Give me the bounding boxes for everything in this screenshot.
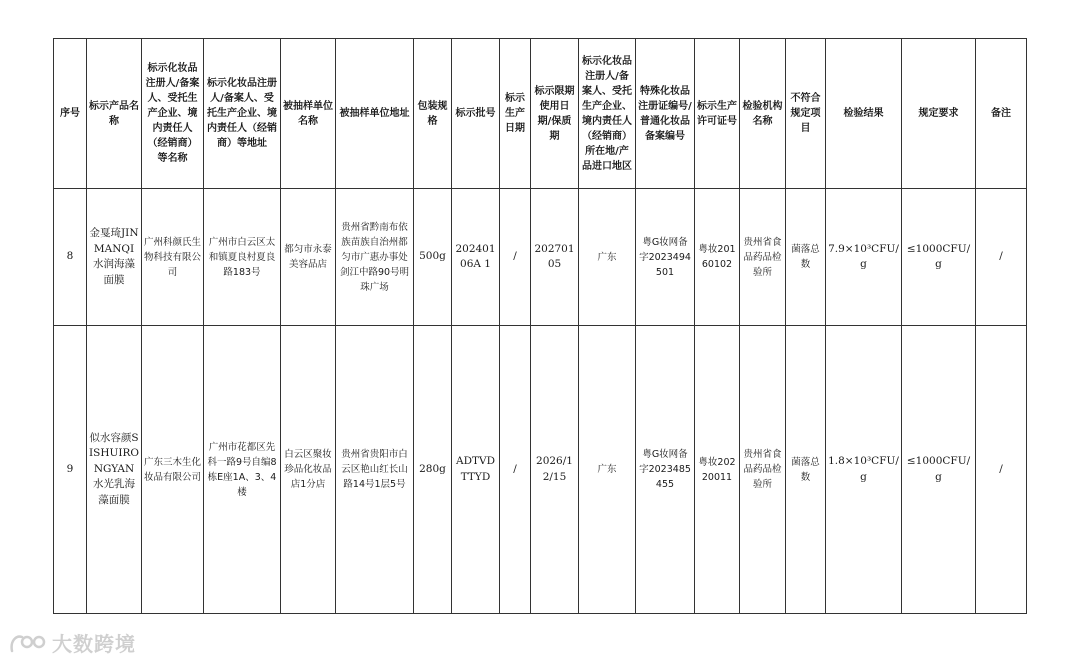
cell-batch: ADTVD TTYD: [452, 326, 500, 614]
header-license: 标示生产许可证号: [695, 39, 740, 189]
cell-product: 似水容颜SISHUIRONGYAN水光乳海藻面膜: [87, 326, 142, 614]
header-prod-date: 标示生产日期: [500, 39, 531, 189]
cell-no: 9: [54, 326, 87, 614]
cell-prod-date: /: [500, 326, 531, 614]
brand-logo-icon: [8, 631, 48, 655]
cell-item: 菌落总数: [786, 326, 826, 614]
header-requirement: 规定要求: [902, 39, 976, 189]
cell-company: 广州科颜氏生物科技有限公司: [142, 189, 204, 326]
header-product: 标示产品名称: [87, 39, 142, 189]
cell-batch: 202401 06A 1: [452, 189, 500, 326]
cell-sampled-addr: 贵州省贵阳市白云区艳山红长山路14号1层5号: [336, 326, 414, 614]
cell-item: 菌落总数: [786, 189, 826, 326]
cell-record-no: 粤G妆网备字2023494501: [636, 189, 695, 326]
cell-company: 广东三木生化妆品有限公司: [142, 326, 204, 614]
cell-note: /: [976, 326, 1027, 614]
header-sampled-addr: 被抽样单位地址: [336, 39, 414, 189]
header-company: 标示化妆品注册人/备案人、受托生产企业、境内责任人（经销商）等名称: [142, 39, 204, 189]
header-lab: 检验机构名称: [740, 39, 786, 189]
cell-expiry: 202701 05: [531, 189, 579, 326]
header-no: 序号: [54, 39, 87, 189]
cell-package: 500g: [414, 189, 452, 326]
cell-note: /: [976, 189, 1027, 326]
cell-package: 280g: [414, 326, 452, 614]
cell-lab: 贵州省食品药品检验所: [740, 189, 786, 326]
cell-lab: 贵州省食品药品检验所: [740, 326, 786, 614]
cell-sampled-addr: 贵州省黔南布依族苗族自治州都匀市广惠办事处剑江中路90号明珠广场: [336, 189, 414, 326]
cell-region: 广东: [579, 326, 636, 614]
cell-region: 广东: [579, 189, 636, 326]
cell-sampled-unit: 白云区聚妆珍品化妆品店1分店: [281, 326, 336, 614]
header-item: 不符合规定项目: [786, 39, 826, 189]
watermark: [8, 628, 136, 657]
header-result: 检验结果: [826, 39, 902, 189]
cell-sampled-unit: 都匀市永泰美容品店: [281, 189, 336, 326]
cell-company-addr: 广州市花都区先科一路9号自编8栋E座1A、3、4楼: [204, 326, 281, 614]
cell-result: 7.9×10³CFU/g: [826, 189, 902, 326]
cell-no: 8: [54, 189, 87, 326]
header-package: 包装规格: [414, 39, 452, 189]
cell-prod-date: /: [500, 189, 531, 326]
header-sampled-unit: 被抽样单位名称: [281, 39, 336, 189]
cell-license: 粤妆20220011: [695, 326, 740, 614]
header-batch: 标示批号: [452, 39, 500, 189]
cell-requirement: ≤1000CFU/g: [902, 189, 976, 326]
cell-product: 金戛琦JINMANQI水润海藻面膜: [87, 189, 142, 326]
cell-expiry: 2026/1 2/15: [531, 326, 579, 614]
table-row: [54, 326, 1027, 614]
header-note: 备注: [976, 39, 1027, 189]
cell-record-no: 粤G妆网备字2023485455: [636, 326, 695, 614]
inspection-table: [53, 38, 1027, 614]
header-expiry: 标示限期使用日期/保质期: [531, 39, 579, 189]
header-record-no: 特殊化妆品注册证编号/普通化妆品备案编号: [636, 39, 695, 189]
cell-license: 粤妆20160102: [695, 189, 740, 326]
cell-company-addr: 广州市白云区太和镇夏良村夏良路183号: [204, 189, 281, 326]
header-company-addr: 标示化妆品注册人/备案人、受托生产企业、境内责任人（经销商）等地址: [204, 39, 281, 189]
cell-result: 1.8×10³CFU/g: [826, 326, 902, 614]
header-region: 标示化妆品注册人/备案人、受托生产企业、境内责任人（经销商）所在地/产品进口地区: [579, 39, 636, 189]
header-row: [54, 39, 1027, 189]
cell-requirement: ≤1000CFU/g: [902, 326, 976, 614]
table-row: [54, 189, 1027, 326]
watermark-text: 大数跨境: [52, 632, 136, 656]
